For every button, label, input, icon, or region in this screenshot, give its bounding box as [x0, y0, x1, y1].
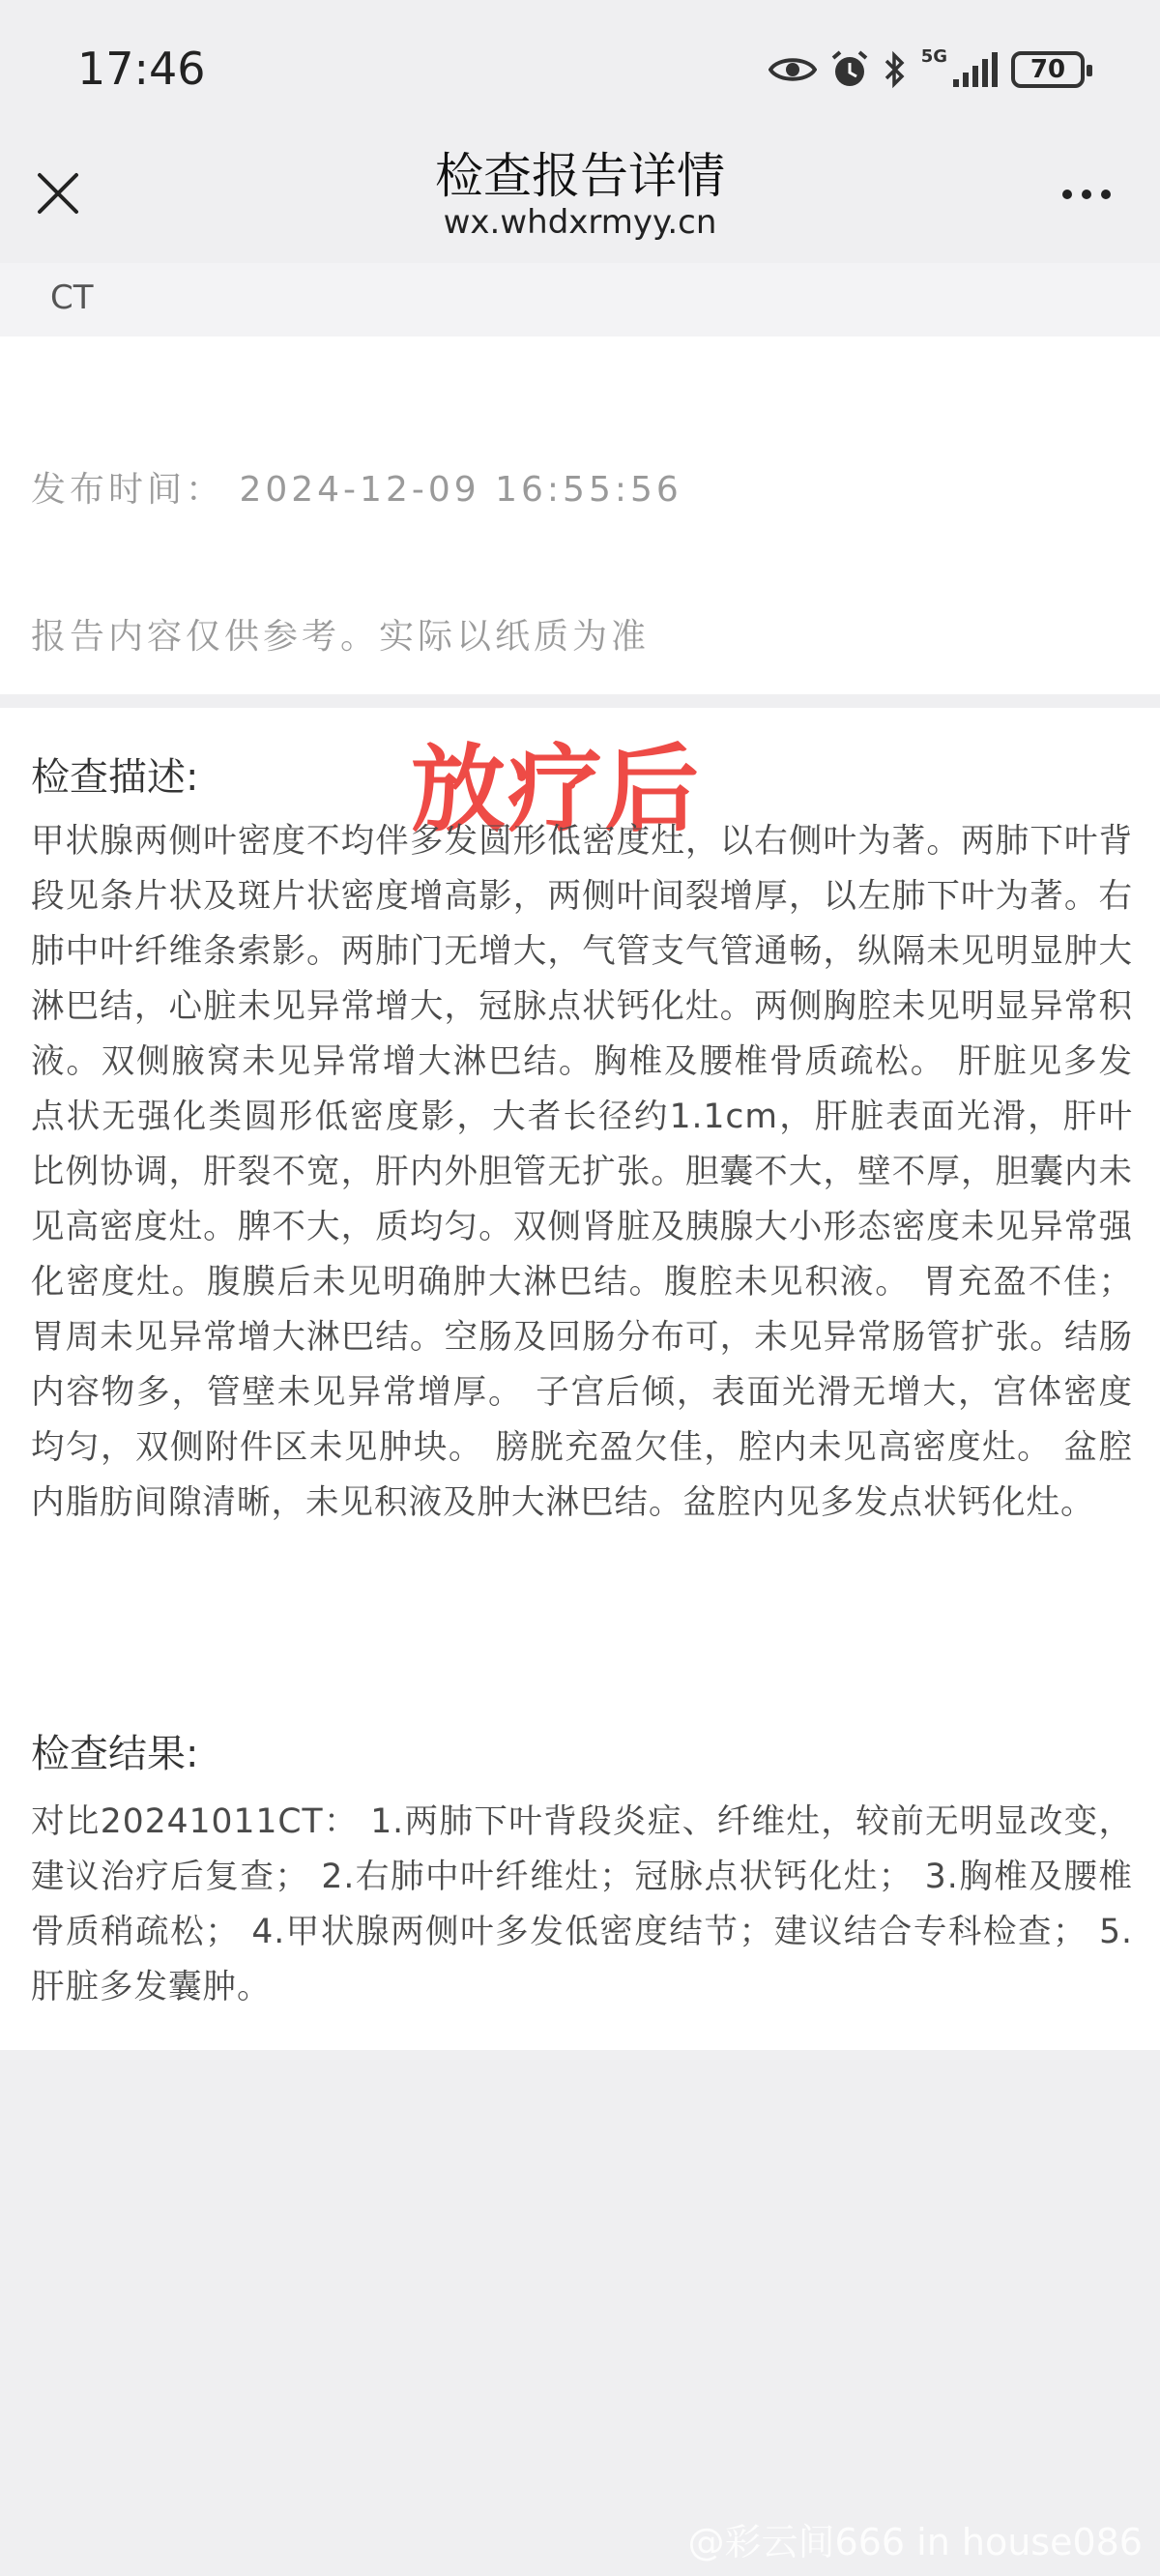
- nav-bar: [0, 135, 1160, 261]
- status-icons: [768, 46, 1085, 93]
- status-bar: [0, 0, 1160, 145]
- report-content: [0, 708, 1160, 2050]
- more-icon-dot: [1101, 190, 1111, 199]
- meta-card: [0, 337, 1160, 694]
- report-category: [0, 263, 1160, 337]
- description-title: 检查描述:: [31, 755, 199, 800]
- publish-time: 发布时间： 2024-12-09 16:55:56: [31, 470, 682, 510]
- result-text: 对比20241011CT： 1.两肺下叶背段炎症、纤维灶，较前无明显改变，建议治疗后复查； 2.右肺中叶纤维灶；冠脉点状钙化灶； 3.胸椎及腰椎骨质稍疏松； 4.甲状腺两侧叶多发低密度结节；建议结合专科检查； 5.肝脏多发囊肿。: [31, 1802, 1133, 2006]
- category-label: CT: [50, 278, 94, 317]
- battery-icon: [1011, 51, 1085, 88]
- close-button[interactable]: [29, 164, 87, 222]
- page-title: 检查报告详情: [435, 148, 725, 204]
- eye-icon: [768, 53, 817, 86]
- result-title: 检查结果:: [31, 1732, 199, 1776]
- watermark: @彩云间666 in house086: [687, 2521, 1143, 2563]
- more-button[interactable]: [1048, 170, 1125, 219]
- more-icon-dot: [1082, 190, 1091, 199]
- status-time: 17:46: [77, 43, 206, 95]
- bluetooth-icon: [883, 50, 908, 89]
- signal-icon: [951, 50, 998, 89]
- description-text: 甲状腺两侧叶密度不均伴多发圆形低密度灶，以右侧叶为著。两肺下叶背段见条片状及斑片状密度增高影，两侧叶间裂增厚，以左肺下叶为著。右肺中叶纤维条索影。两肺门无增大，气管支气管通畅，纵隔未见明显肿大淋巴结，心脏未见异常增大，冠脉点状钙化灶。两侧胸腔未见明显异常积液。双侧腋窝未见异常增大淋巴结。胸椎及腰椎骨质疏松。 肝脏见多发点状无强化类圆形低密度影，大者长径约1.1cm，肝脏表面光滑，肝叶比例协调，肝裂不宽，肝内外胆管无扩张。胆囊不大，壁不厚，胆囊内未见高密度灶。脾不大，质均匀。双侧肾脏及胰腺大小形态密度未见异常强化密度灶。腹膜后未见明确肿大淋巴结。腹腔未见积液。 胃充盈不佳；胃周未见异常增大淋巴结。空肠及回肠分布可，未见异常肠管扩张。结肠内容物多，管壁未见异常增厚。 子宫后倾，表面光滑无增大，宫体密度均匀，双侧附件区未见肿块。 膀胱充盈欠佳，腔内未见高密度灶。 盆腔内脂肪间隙清晰，未见积液及肿大淋巴结。盆腔内见多发点状钙化灶。: [31, 822, 1133, 1522]
- alarm-icon: [830, 49, 869, 90]
- battery-level: 70: [1030, 55, 1066, 84]
- disclaimer: 报告内容仅供参考。实际以纸质为准: [31, 617, 651, 657]
- network-label: 5G: [920, 46, 947, 67]
- close-icon: [36, 171, 80, 216]
- more-icon-dot: [1062, 190, 1072, 199]
- annotation-label: 放疗后: [411, 735, 702, 845]
- page-url: wx.whdxrmyy.cn: [443, 203, 717, 242]
